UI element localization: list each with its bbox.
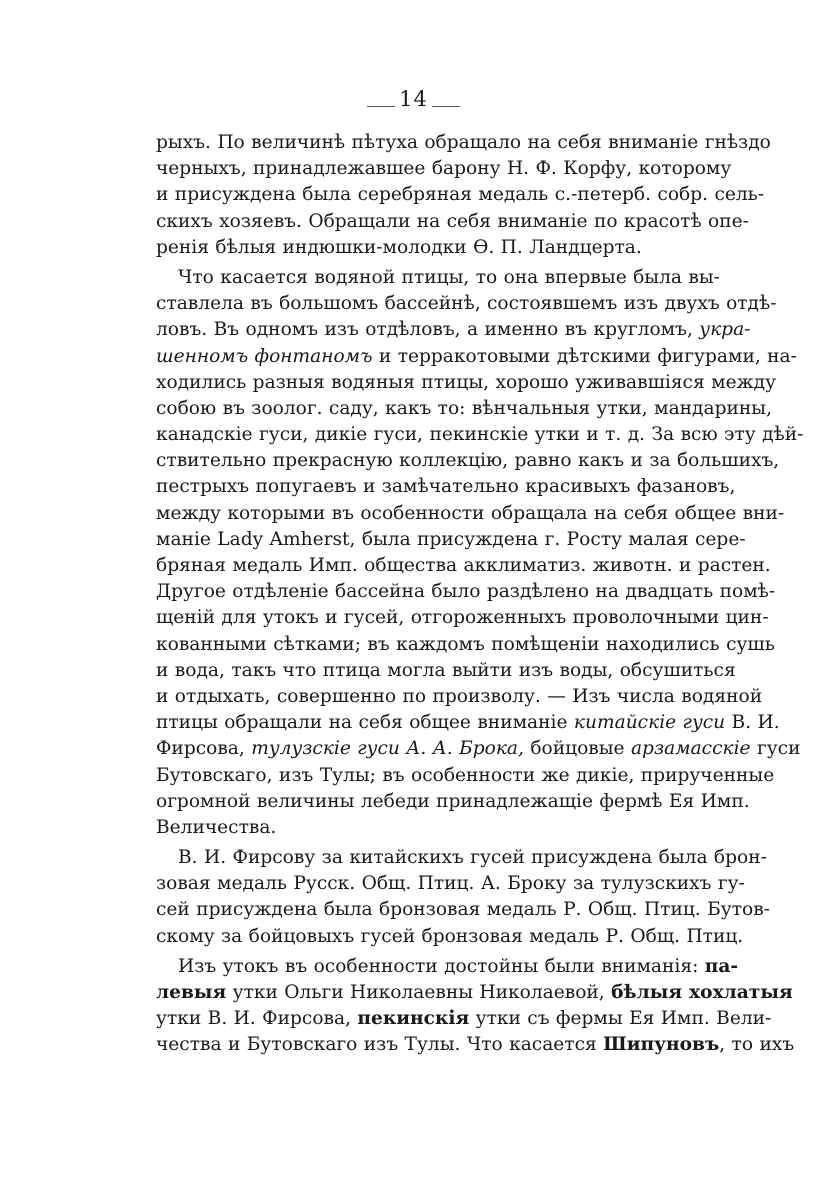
page-number-right-rule	[432, 106, 460, 107]
text-line: щеній для утокъ и гусей, отгороженныхъ проволочными цин-	[156, 607, 769, 629]
bold-text: па-	[704, 955, 739, 977]
bold-text: левыя	[156, 982, 227, 1003]
text-line: ренія бѣлыя индюшки-молодки Ѳ. П. Ландцерта.	[156, 236, 642, 258]
text-line: и присуждена была серебряная медаль с.-петерб. собр. сель-	[156, 184, 765, 206]
bold-text: пекинскія	[357, 1008, 470, 1030]
text-line: зовая медаль Русск. Общ. Птиц. А. Броку за тулузскихъ гу-	[156, 873, 745, 895]
text-line: В. И. Фирсову за китайскихъ гусей присуждена была брон-	[178, 847, 767, 869]
text-line: чества и Бутовскаго изъ Тулы. Что касается Шипуновъ, то ихъ	[156, 1034, 795, 1056]
text-line: птицы обращали на себя общее вниманіе китайскіе гуси В. И.	[156, 712, 780, 734]
bold-text: Шипуновъ	[603, 1034, 720, 1056]
text-line: Величества.	[156, 816, 277, 838]
text-line: сей присуждена была бронзовая медаль Р. Общ. Птиц. Бутов-	[156, 899, 770, 921]
italic-text: арзамасскіе	[630, 738, 751, 760]
paragraph-1	[156, 130, 771, 261]
paragraph-2	[156, 265, 804, 841]
page-number-value: 14	[399, 87, 428, 111]
italic-text: шенномъ фонтаномъ	[156, 345, 373, 367]
text-line: бряная медаль Имп. общества акклиматиз. животн. и растен.	[156, 555, 771, 576]
text-line: Другое отдѣленіе бассейна было раздѣлено на двадцать помѣ-	[156, 581, 776, 603]
italic-text: китайскіе гуси	[573, 712, 726, 734]
text-line: пестрыхъ попугаевъ и замѣчательно красивыхъ фазановъ,	[156, 476, 736, 498]
text-line: Что касается водяной птицы, то она впервые была вы-	[178, 266, 720, 288]
text-line: рыхъ. По величинѣ пѣтуха обращало на себя вниманіе гнѣздо	[156, 132, 771, 153]
text-line: черныхъ, принадлежавшее барону Н. Ф. Корфу, которому	[156, 158, 732, 180]
text-line: левыя утки Ольги Николаевны Николаевой, бѣлыя хохлатыя	[156, 982, 793, 1003]
text-line: между которыми въ особенности обращала на себя общее вни-	[156, 502, 785, 524]
italic-text: тулузскіе гуси А. А. Брока,	[251, 738, 524, 760]
text-line: ставлела въ большомъ бассейнѣ, состоявшемъ изъ двухъ отдѣ-	[156, 293, 777, 315]
text-line: Бутовскаго, изъ Тулы; въ особенности же дикіе, прирученные	[156, 764, 775, 786]
text-line: кованными сѣтками; въ каждомъ помѣщеніи находились сушь	[156, 633, 775, 655]
text-line: ствительно прекрасную коллекцію, равно какъ и за большихъ,	[156, 450, 780, 472]
paragraph-3	[156, 845, 770, 950]
text-line: шенномъ фонтаномъ и терракотовыми дѣтскими фигурами, на-	[156, 345, 797, 367]
text-line: канадскіе гуси, дикіе гуси, пекинскіе утки и т. д. За всю эту дѣй-	[156, 424, 804, 446]
italic-text: укра-	[699, 319, 751, 341]
page-number-left-rule	[367, 106, 395, 107]
text-line: маніе Lady Amherst, была присуждена г. Росту малая сере-	[156, 528, 746, 550]
text-line: Изъ утокъ въ особенности достойны были вниманія: па-	[178, 955, 739, 977]
text-line: и отдыхать, совершенно по произволу. — Изъ числа водяной	[156, 685, 763, 707]
text-line: ходились разныя водяныя птицы, хорошо уживавшіяся между	[156, 371, 777, 393]
text-line: скому за бойцовыхъ гусей бронзовая медаль Р. Общ. Птиц.	[156, 925, 744, 947]
text-line: скихъ хозяевъ. Обращали на себя вниманіе по красотѣ опе-	[156, 210, 749, 232]
text-line: огромной величины лебеди принадлежащіе фермѣ Ея Имп.	[156, 790, 750, 812]
paragraph-4	[156, 954, 795, 1059]
page-number	[0, 86, 827, 112]
body-text	[156, 130, 804, 1059]
bold-text: бѣлыя хохлатыя	[611, 982, 793, 1003]
text-line: утки В. И. Фирсова, пекинскія утки съ фермы Ея Имп. Вели-	[156, 1008, 772, 1030]
text-line: Фирсова, тулузскіе гуси А. А. Брока, бойцовые арзамасскіе гуси	[156, 738, 801, 760]
text-line: собою въ зоолог. саду, какъ то: вѣнчальныя утки, мандарины,	[156, 397, 772, 419]
text-line: ловъ. Въ одномъ изъ отдѣловъ, а именно въ кругломъ, укра-	[156, 319, 751, 341]
text-line: и вода, такъ что птица могла выйти изъ воды, обсушиться	[156, 659, 736, 681]
